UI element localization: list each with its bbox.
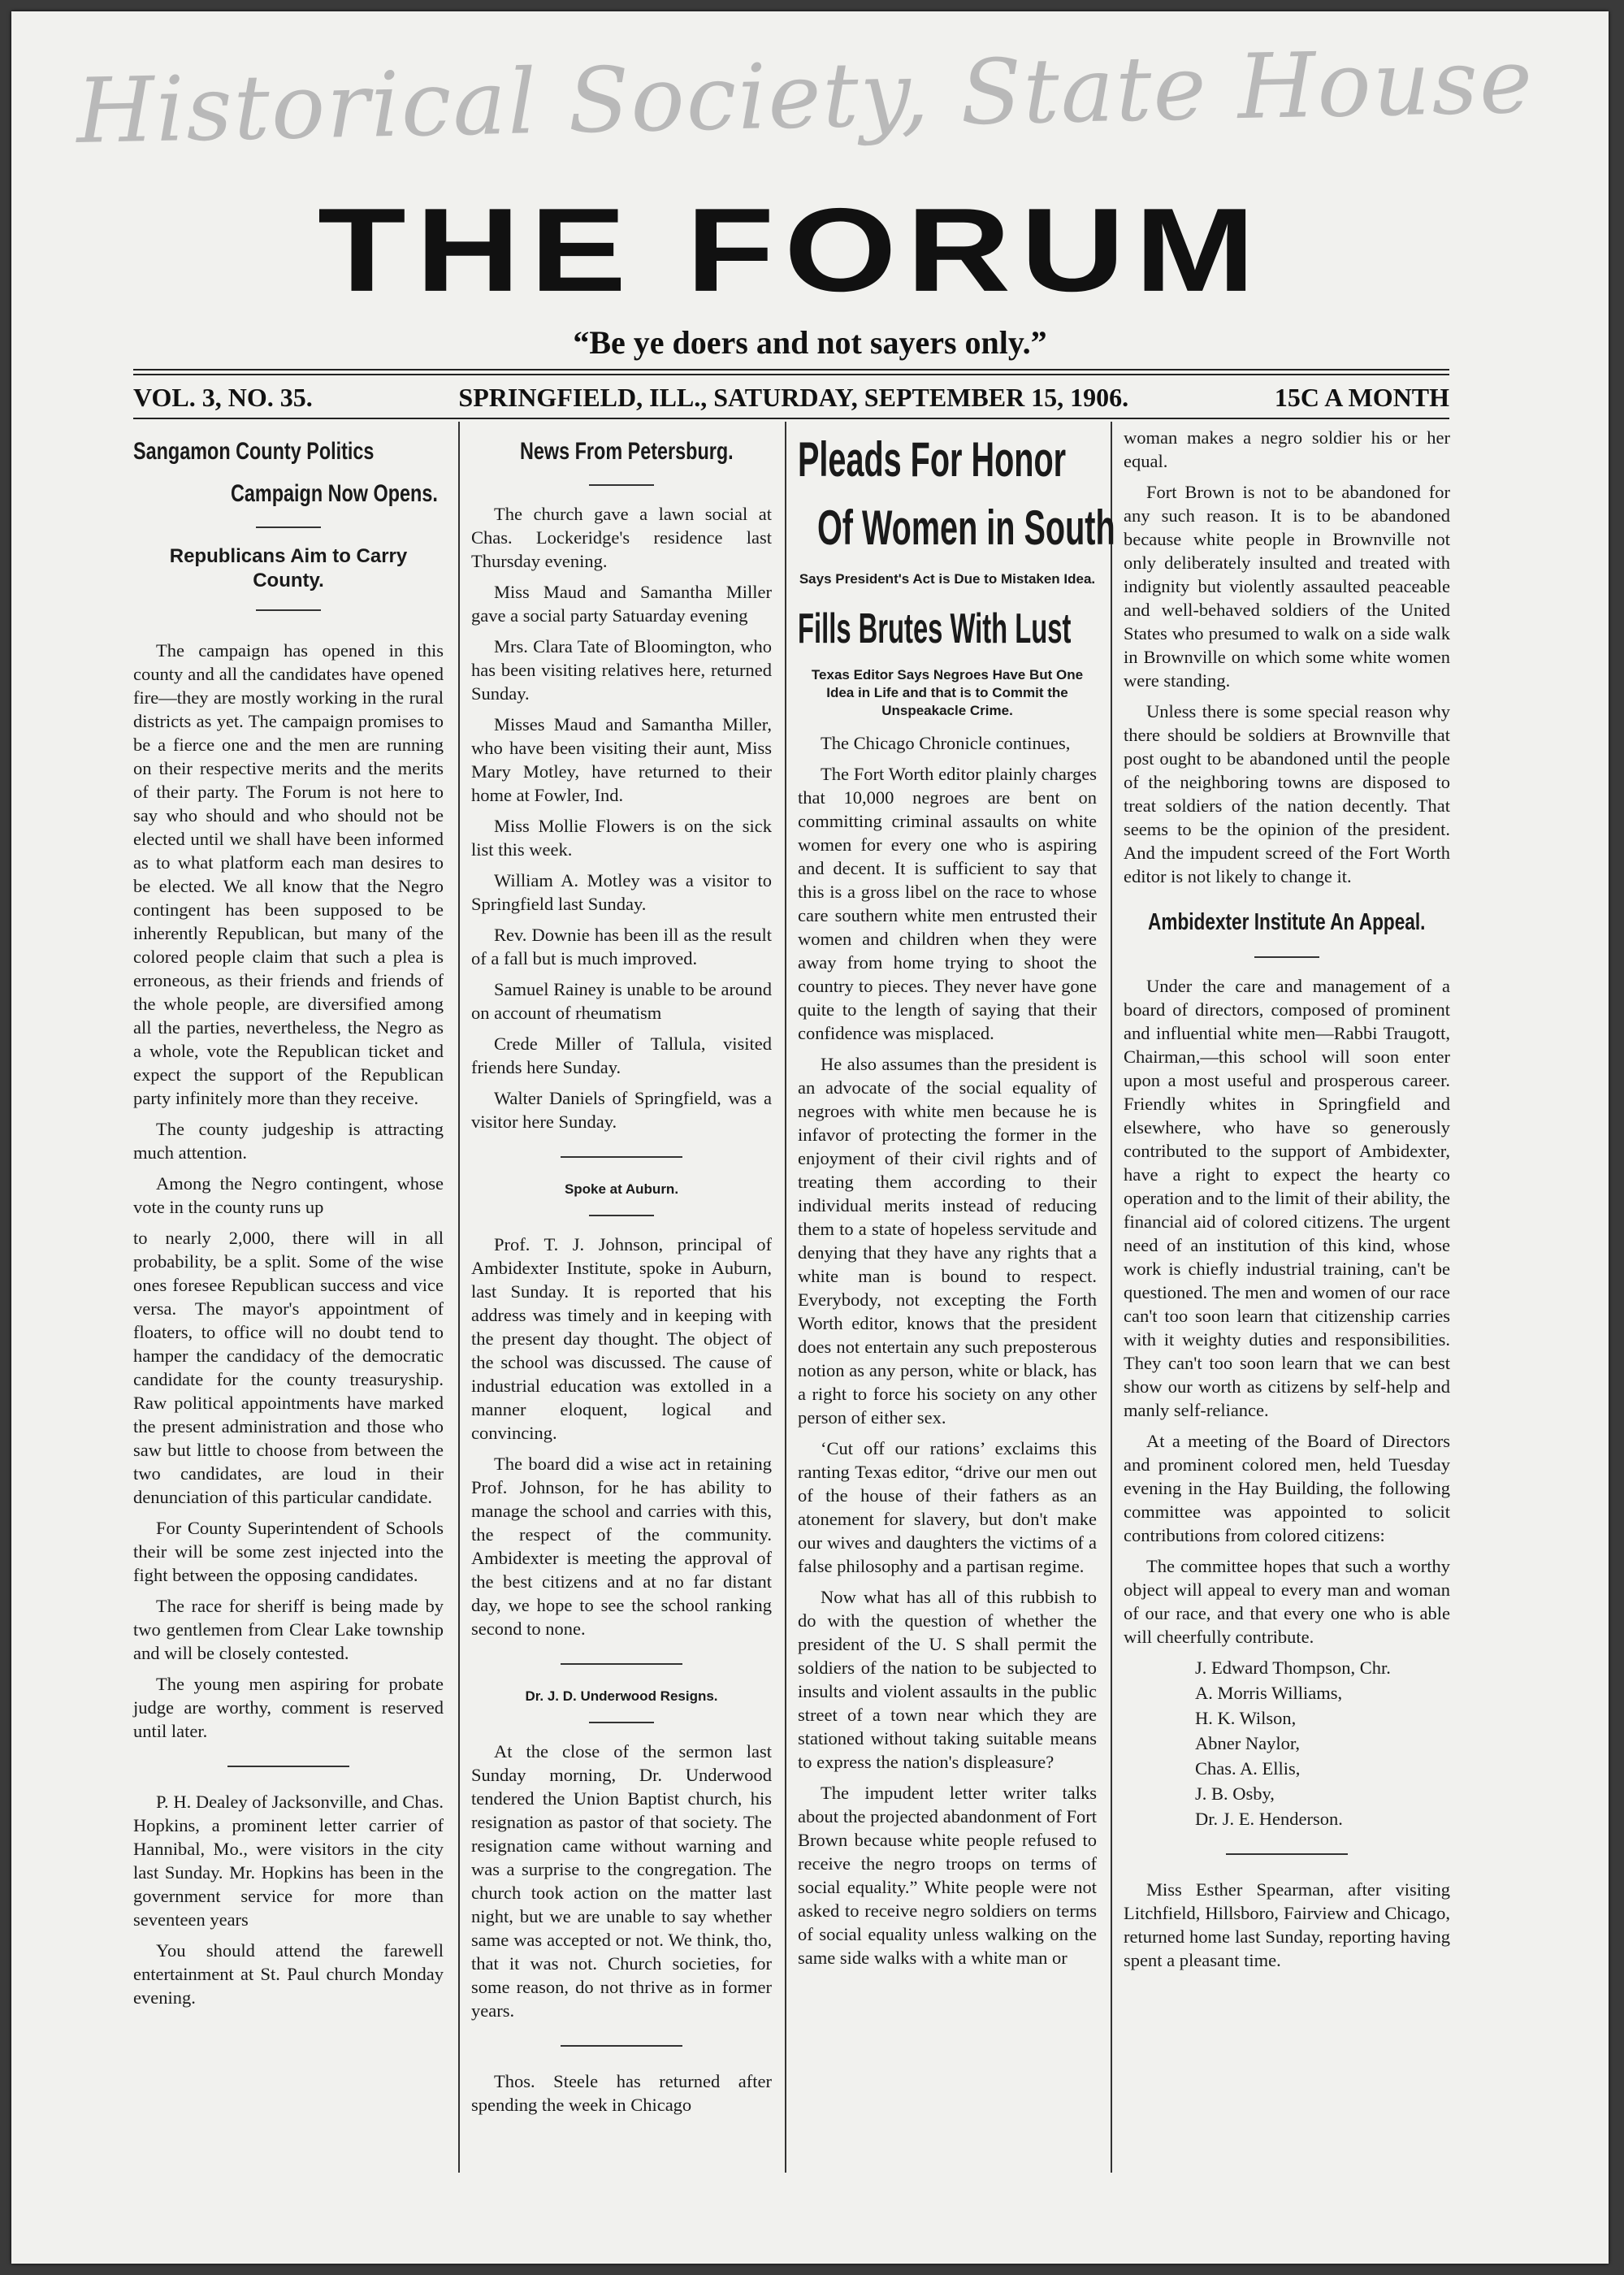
- top-rule-2: [133, 374, 1449, 375]
- article-paragraph: Mrs. Clara Tate of Bloomington, who has been visiting relatives here, returned Sunday.: [471, 636, 772, 704]
- signatory: Chas. A. Ellis,: [1195, 1758, 1301, 1779]
- article-paragraph: Miss Esther Spearman, after visiting Litchfield, Hillsboro, Fairview and Chicago, returned home last Sunday, reporting having spent a pleasant time.: [1124, 1879, 1450, 1970]
- masthead-motto: “Be ye doers and not sayers only.”: [573, 324, 1047, 361]
- column-3: [798, 426, 1115, 1977]
- article-paragraph: Unless there is some special reason why there should be soldiers at Brownville that post ought to be abandoned until the people of the neighboring towns are disposed to treat soldiers of the nation decently. That seems to be the opinion of the president. And the impudent screed of the Fort Worth editor is not likely to change it.: [1124, 701, 1450, 886]
- divider: [227, 1766, 349, 1767]
- signatory: Dr. J. E. Henderson.: [1195, 1809, 1343, 1829]
- column-1: [133, 426, 444, 2017]
- article-paragraph: The county judgeship is attracting much attention.: [133, 1119, 444, 1163]
- headline-brutes: Fills Brutes With Lust: [798, 605, 1072, 652]
- signatory: A. Morris Williams,: [1195, 1683, 1343, 1703]
- column-4: [1124, 426, 1450, 1979]
- article-paragraph: The committee hopes that such a worthy object will appeal to every man and woman of our race, and that every one who is able will cheerfully contribute.: [1124, 1556, 1450, 1647]
- article-paragraph: to nearly 2,000, there will in all probability, be a split. Some of the wise ones foresee Republican success and vice versa. The mayor's appointment of floaters, to office will no doubt tend to hamper the candidacy of the democratic candidate for the county treasuryship. Raw political appointments have marked the present administration and those who saw but little to choose from between the two candidates, are loud in their denunciation of this particular candidate.: [133, 1228, 444, 1507]
- price: 15C A MONTH: [1274, 382, 1449, 412]
- article-paragraph: Walter Daniels of Springfield, was a visitor here Sunday.: [471, 1088, 772, 1132]
- headline-women-south: Of Women in South: [817, 500, 1115, 555]
- article-paragraph: You should attend the farewell entertainment at St. Paul church Monday evening.: [133, 1940, 444, 2008]
- subhead-auburn: Spoke at Auburn.: [564, 1181, 679, 1197]
- dateline-bar: [133, 379, 1449, 416]
- newspaper-page: [11, 11, 1609, 2264]
- top-rule: [133, 369, 1449, 370]
- divider: [1226, 1853, 1348, 1855]
- divider: [1254, 956, 1319, 958]
- divider: [589, 484, 654, 486]
- column-rule-3: [1111, 422, 1112, 2173]
- headline-pleads: Pleads For Honor: [798, 432, 1067, 487]
- article-paragraph: The church gave a lawn social at Chas. Lockeridge's residence last Thursday evening.: [471, 504, 772, 571]
- article-paragraph: Crede Miller of Tallula, visited friends here Sunday.: [471, 1034, 772, 1077]
- divider: [589, 1215, 654, 1216]
- article-paragraph: William A. Motley was a visitor to Springfield last Sunday.: [471, 870, 772, 914]
- headline-petersburg: News From Petersburg.: [520, 438, 734, 465]
- divider: [256, 609, 321, 611]
- column-rule-1: [458, 422, 460, 2173]
- date-place: SPRINGFIELD, ILL., SATURDAY, SEPTEMBER 15, 1906.: [458, 382, 1129, 412]
- volume-number: VOL. 3, NO. 35.: [133, 382, 313, 412]
- signatory: J. Edward Thompson, Chr.: [1195, 1658, 1391, 1678]
- article-paragraph: The board did a wise act in retaining Prof. Johnson, for he has ability to manage the school and carries with this, the respect of the community. Ambidexter is meeting the approval of the best citizens and at no far distant day, we hope to see the school ranking second to none.: [471, 1454, 772, 1639]
- headline-ambidexter: Ambidexter Institute An Appeal.: [1148, 909, 1426, 935]
- article-paragraph: The campaign has opened in this county and all the candidates have opened fire—they are mostly working in the rural districts as yet. The campaign promises to be a fierce one and the men are running on their respective merits and the merits of their party. The Forum is not here to say who should and who should not be elected until we shall have been informed as to what platform each man desires to be elected. We all know that the Negro contingent has been supposed to be inherently Republican, but many of the colored people claim that such a plea is erroneous, as their friends and friends of the whole people, are diversified among all the parties, nevertheless, the Negro as a whole, vote the Republican ticket and expect the support of the Republican party infinitely more than they receive.: [133, 640, 444, 1108]
- handwritten-stamp: Historical Society, State House: [75, 28, 1535, 164]
- article-paragraph: Among the Negro contingent, whose vote in the county runs up: [133, 1173, 444, 1217]
- subhead-texas-editor: Texas Editor Says Negroes Have But One Idea in Life and that is to Commit the Unspeakacle Crime.: [811, 667, 1084, 718]
- article-paragraph: Samuel Rainey is unable to be around on account of rheumatism: [471, 979, 772, 1023]
- article-paragraph: P. H. Dealey of Jacksonville, and Chas. Hopkins, a prominent letter carrier of Hannibal, Mo., were visitors in the city last Sunday. Mr. Hopkins has been in the government service for more than seventeen years: [133, 1792, 444, 1930]
- article-paragraph: The Chicago Chronicle continues,: [821, 733, 1071, 753]
- article-paragraph: woman makes a negro soldier his or her equal.: [1124, 427, 1450, 471]
- masthead-title: THE FORUM: [317, 183, 1265, 316]
- article-paragraph: Fort Brown is not to be abandoned for any such reason. It is to be abandoned because white people in Brownville not only deliberately insulted and treated with indignity but violently assaulted peaceable and well-behaved soldiers of the United States who presumed to walk on a side walk in Brownville on which some white women were standing.: [1124, 482, 1450, 691]
- article-paragraph: The young men aspiring for probate judge are worthy, comment is reserved until later.: [133, 1674, 444, 1741]
- divider: [561, 2045, 682, 2047]
- article-paragraph: Rev. Downie has been ill as the result of a fall but is much improved.: [471, 925, 772, 968]
- subhead-underwood: Dr. J. D. Underwood Resigns.: [525, 1688, 718, 1704]
- article-paragraph: ‘Cut off our rations’ exclaims this ranting Texas editor, “drive our men out of the house of their fathers as an atonement for slavery, but don't make our wives and daughters the victims of a false philosophy and a partisan regime.: [798, 1438, 1097, 1576]
- article-paragraph: He also assumes than the president is an advocate of the social equality of negroes with white men because he is infavor of protecting the former in the enjoyment of their civil rights and of treating them according to their individual merits instead of reducing them to a state of hopeless servitude and denying that they have any rights that a white man is bound to respect. Everybody, not excepting the Forth Worth editor, knows that the president does not entertain any such preposterous notion as any person, white or black, has a right to force his society on any other person of either sex.: [798, 1054, 1097, 1428]
- article-paragraph: The impudent letter writer talks about the projected abandonment of Fort Brown because white people refused to receive the negro troops on terms of social equality.” White people were not asked to receive negro soldiers on terms of social equality unless walking on the same side walks with a white man or: [798, 1783, 1097, 1968]
- column-2: [471, 426, 772, 2124]
- article-paragraph: For County Superintendent of Schools their will be some zest injected into the fight between the opposing candidates.: [133, 1518, 444, 1585]
- divider: [561, 1663, 682, 1665]
- divider: [561, 1156, 682, 1158]
- headline-politics: Sangamon County Politics: [133, 438, 375, 465]
- article-paragraph: At the close of the sermon last Sunday morning, Dr. Underwood tendered the Union Baptist church, his resignation as pastor of that society. The resignation came without warning and was a surprise to the congregation. The church took action on the matter last night, but we are unable to say whether same was accepted or not. We think, tho, that it was not. Church societies, for some reason, do not thrive as in former years.: [471, 1741, 772, 2021]
- article-paragraph: The Fort Worth editor plainly charges that 10,000 negroes are bent on committing criminal assaults on white women for every one who is aspiring and decent. It is sufficient to say that this is a gross libel on the race to whose care southern white men entrusted their women and children when they were away from home trying to shoot the country to pieces. They never have gone quite to the length of saying that their confidence was misplaced.: [798, 764, 1097, 1043]
- article-paragraph: At a meeting of the Board of Directors and prominent colored men, held Tuesday evening in the Hay Building, the following committee was appointed to solicit contributions from colored citizens:: [1124, 1431, 1450, 1545]
- bottom-rule: [133, 418, 1449, 419]
- signatory: H. K. Wilson,: [1195, 1708, 1297, 1728]
- subhead-republicans: Republicans Aim to Carry County.: [169, 545, 408, 592]
- headline-campaign: Campaign Now Opens.: [231, 480, 438, 507]
- divider: [256, 526, 321, 528]
- subhead-president: Says President's Act is Due to Mistaken Idea.: [799, 571, 1096, 587]
- column-rule-2: [785, 422, 786, 2173]
- article-paragraph: Under the care and management of a board of directors, composed of prominent and influential white men—Rabbi Traugott, Chairman,—this school will soon enter upon a most useful and prosperous career. Friendly whites in Springfield and elsewhere, who have so generously contributed to the support of Ambidexter, have a right to expect the hearty co operation and to the limit of their ability, the financial aid of colored citizens. The urgent need of an institution of this kind, whose work is chiefly industrial training, can't be questioned. The men and women of our race can't too soon learn that citizenship carries with it weighty duties and responsibilities. They can't too soon learn that we can best show our worth as citizens by self-help and manly self-reliance.: [1124, 976, 1450, 1420]
- signatory: Abner Naylor,: [1195, 1733, 1301, 1753]
- article-paragraph: The race for sheriff is being made by two gentlemen from Clear Lake township and will be closely contested.: [133, 1596, 444, 1663]
- article-paragraph: Miss Maud and Samantha Miller gave a social party Satuarday evening: [471, 582, 772, 626]
- signatory: J. B. Osby,: [1195, 1783, 1275, 1804]
- article-paragraph: Misses Maud and Samantha Miller, who have been visiting their aunt, Miss Mary Motley, have returned to their home at Fowler, Ind.: [471, 714, 772, 805]
- divider: [589, 1722, 654, 1723]
- article-paragraph: Miss Mollie Flowers is on the sick list this week.: [471, 816, 772, 860]
- article-paragraph: Thos. Steele has returned after spending the week in Chicago: [471, 2071, 772, 2115]
- article-paragraph: Now what has all of this rubbish to do with the question of whether the president of the U. S shall permit the soldiers of the nation to be subjected to insults and violent assaults in the public street of a town near which they are stationed without taking suitable means to express the nation's displeasure?: [798, 1587, 1097, 1772]
- article-paragraph: Prof. T. J. Johnson, principal of Ambidexter Institute, spoke in Auburn, last Sunday. It is reported that his address was timely and in keeping with the present day thought. The object of the school was discussed. The cause of industrial education was extolled in a manner eloquent, logical and convincing.: [471, 1234, 772, 1443]
